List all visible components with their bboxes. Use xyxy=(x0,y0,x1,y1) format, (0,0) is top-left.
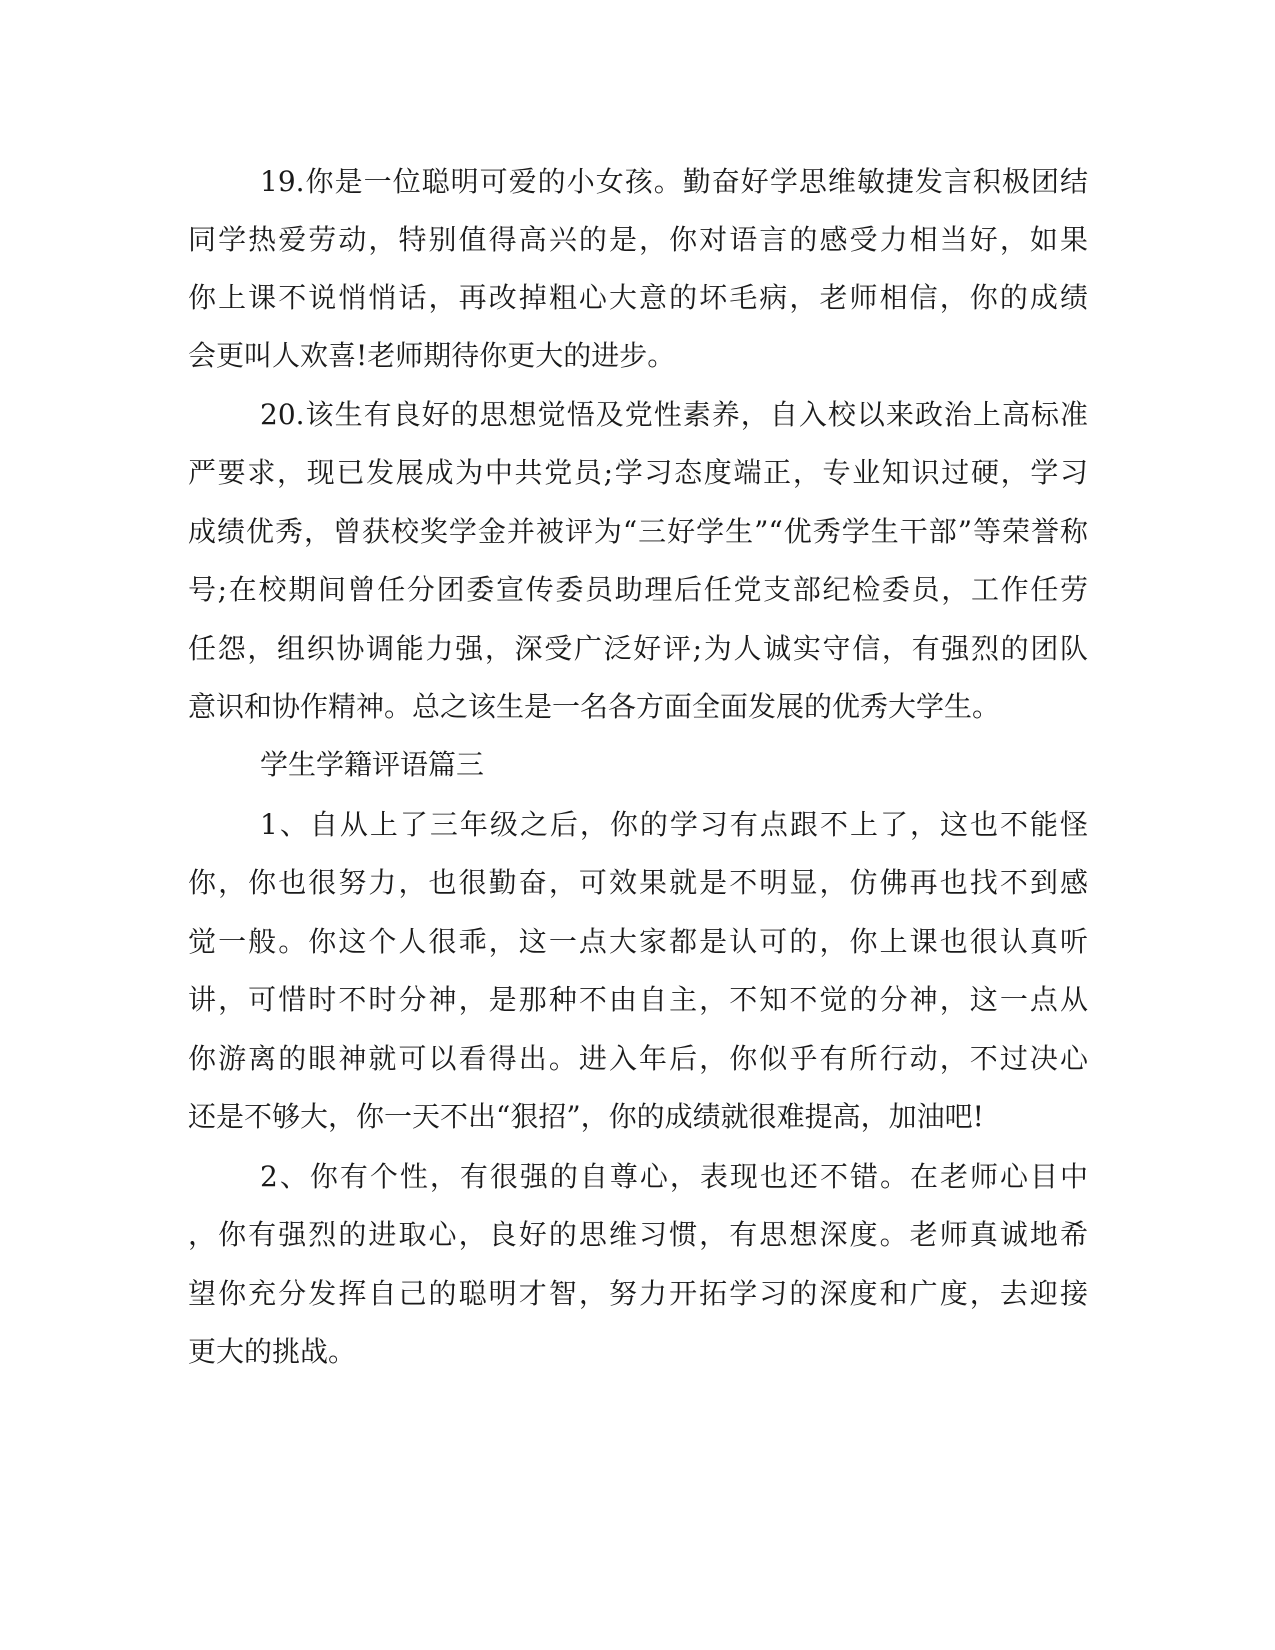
paragraph-1-line-2: 你，你也很努力，也很勤奋，可效果就是不明显，仿佛再也找不到感 xyxy=(188,866,1088,899)
paragraph-1-line-6: 还是不够大，你一天不出“狠招”，你的成绩就很难提高，加油吧! xyxy=(188,1100,984,1133)
paragraph-20-line-2: 严要求，现已发展成为中共党员;学习态度端正，专业知识过硬，学习 xyxy=(188,456,1088,489)
paragraph-20-line-4: 号;在校期间曾任分团委宣传委员助理后任党支部纪检委员，工作任劳 xyxy=(188,573,1088,606)
paragraph-2-line-3: 望你充分发挥自己的聪明才智，努力开拓学习的深度和广度，去迎接 xyxy=(188,1277,1088,1310)
paragraph-19-line-2: 同学热爱劳动，特别值得高兴的是，你对语言的感受力相当好，如果 xyxy=(188,223,1088,256)
paragraph-1-line-3: 觉一般。你这个人很乖，这一点大家都是认可的，你上课也很认真听 xyxy=(188,925,1088,958)
paragraph-1-line-4: 讲，可惜时不时分神，是那种不由自主，不知不觉的分神，这一点从 xyxy=(188,983,1088,1016)
paragraph-19-line-4: 会更叫人欢喜!老师期待你更大的进步。 xyxy=(188,339,676,372)
paragraph-2-line-1: 2、你有个性，有很强的自尊心，表现也还不错。在老师心目中 xyxy=(260,1160,1088,1193)
paragraph-1-line-1: 1、自从上了三年级之后，你的学习有点跟不上了，这也不能怪 xyxy=(260,808,1088,841)
paragraph-20-line-5: 任怨，组织协调能力强，深受广泛好评;为人诚实守信，有强烈的团队 xyxy=(188,632,1088,665)
paragraph-20-line-6: 意识和协作精神。总之该生是一名各方面全面发展的优秀大学生。 xyxy=(188,690,1001,723)
paragraph-19-line-3: 你上课不说悄悄话，再改掉粗心大意的坏毛病，老师相信，你的成绩 xyxy=(188,281,1088,314)
paragraph-19-line-1: 19.你是一位聪明可爱的小女孩。勤奋好学思维敏捷发言积极团结 xyxy=(260,165,1088,198)
paragraph-2-line-4: 更大的挑战。 xyxy=(188,1335,357,1368)
paragraph-20-line-1: 20.该生有良好的思想觉悟及党性素养，自入校以来政治上高标准 xyxy=(260,398,1088,431)
paragraph-1-line-5: 你游离的眼神就可以看得出。进入年后，你似乎有所行动，不过决心 xyxy=(188,1042,1088,1075)
paragraph-20-line-3: 成绩优秀，曾获校奖学金并被评为“三好学生”“优秀学生干部”等荣誉称 xyxy=(188,515,1088,548)
paragraph-2-line-2: ，你有强烈的进取心，良好的思维习惯，有思想深度。老师真诚地希 xyxy=(188,1218,1088,1251)
section-heading: 学生学籍评语篇三 xyxy=(260,748,485,781)
